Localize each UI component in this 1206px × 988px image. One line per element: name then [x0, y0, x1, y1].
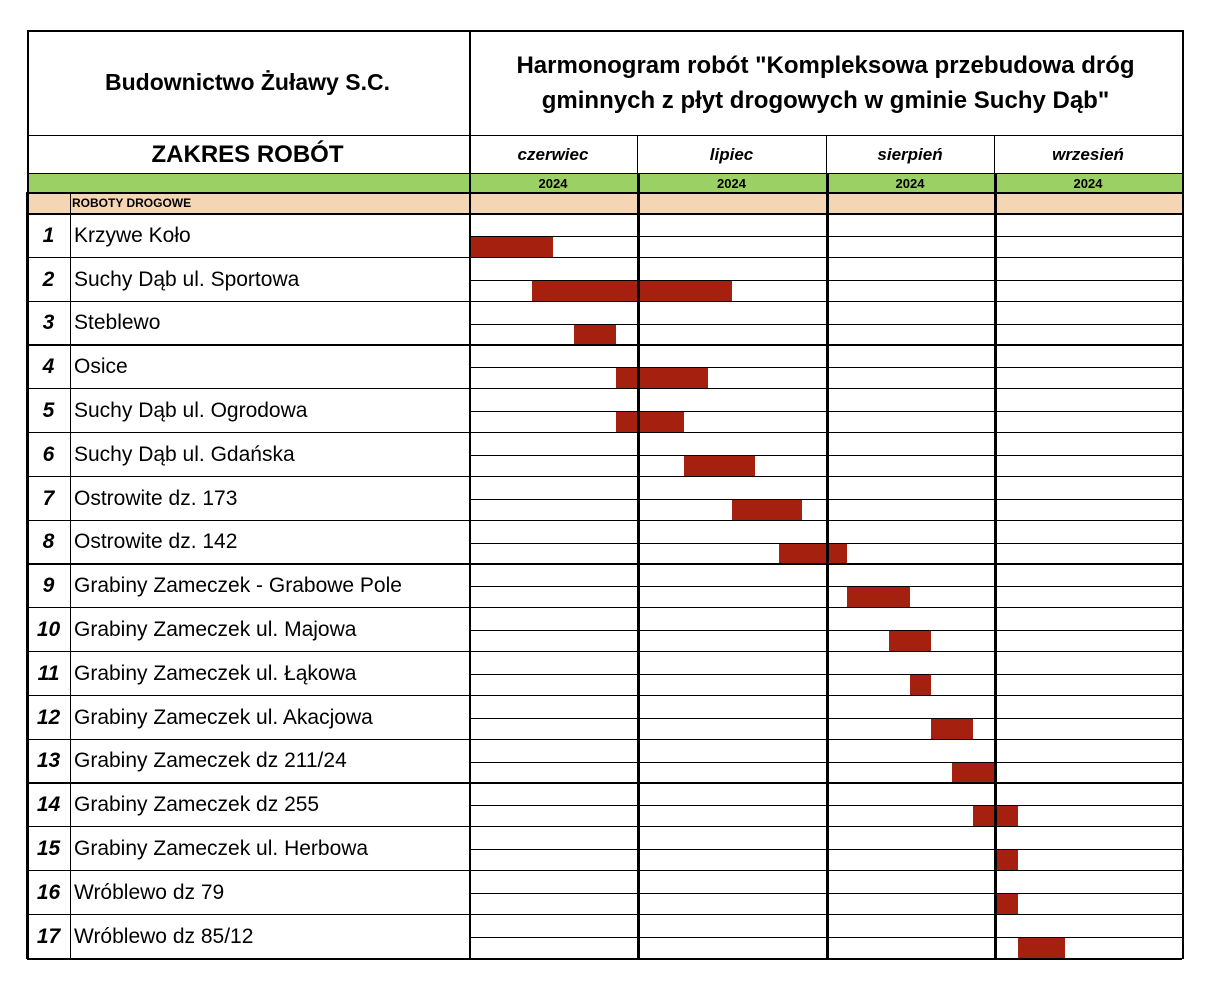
row-number: 6 [42, 442, 55, 466]
row-mid-line [469, 411, 1182, 412]
section-label: ROBOTY DROGOWE [72, 196, 192, 210]
row-name: Osice [74, 355, 128, 379]
year-label-1: 2024 [717, 175, 746, 191]
row-number: 7 [42, 486, 55, 510]
gantt-bar-3 [574, 324, 616, 346]
row-name: Krzywe Koło [74, 223, 191, 247]
row-number: 2 [42, 267, 55, 291]
row-mid-line [469, 543, 1182, 544]
row-number: 3 [42, 311, 55, 335]
row-mid-line [469, 849, 1182, 850]
row-name: Grabiny Zameczek ul. Łąkowa [74, 661, 357, 685]
gantt-bar-16 [994, 893, 1018, 915]
year-label-0: 2024 [538, 175, 568, 191]
row-number: 17 [36, 924, 61, 948]
gantt-bar-4 [616, 367, 708, 389]
row-mid-line [469, 236, 1182, 237]
gantt-bar-5 [616, 411, 684, 433]
row-number: 15 [36, 837, 61, 861]
row-mid-line [469, 455, 1182, 456]
row-number: 10 [36, 618, 61, 642]
row-mid-line [469, 674, 1182, 675]
row-name: Grabiny Zameczek ul. Herbowa [74, 837, 369, 861]
row-name: Ostrowite dz. 142 [74, 530, 238, 554]
row-mid-line [469, 499, 1182, 500]
gantt-bar-6 [684, 455, 755, 477]
row-mid-line [469, 805, 1182, 806]
row-mid-line [469, 762, 1182, 763]
month-sep-thick [994, 173, 997, 959]
row-number: 8 [42, 530, 55, 554]
gantt-bar-17 [1018, 937, 1065, 959]
row-number: 13 [36, 749, 61, 773]
gantt-bar-10 [889, 630, 931, 652]
month-header-1: lipiec [709, 144, 754, 164]
gantt-bar-13 [952, 762, 994, 784]
month-header-2: sierpień [877, 144, 943, 164]
row-name: Wróblewo dz 85/12 [74, 924, 254, 948]
gantt-bar-15 [994, 849, 1018, 871]
row-name: Grabiny Zameczek ul. Akacjowa [74, 705, 373, 729]
gantt-bar-1 [469, 236, 553, 258]
row-name: Grabiny Zameczek dz 255 [74, 793, 320, 817]
row-name: Suchy Dąb ul. Sportowa [74, 267, 300, 291]
month-sep-thick [826, 173, 829, 959]
year-label-2: 2024 [895, 175, 925, 191]
row-name: Steblewo [74, 311, 161, 335]
gantt-bar-9 [847, 586, 910, 608]
scope-heading: ZAKRES ROBÓT [151, 140, 344, 168]
gantt-bar-7 [732, 499, 803, 521]
row-name: Grabiny Zameczek - Grabowe Pole [74, 574, 402, 598]
row-mid-line [469, 718, 1182, 719]
row-mid-line [469, 937, 1182, 938]
row-name: Ostrowite dz. 173 [74, 486, 238, 510]
row-mid-line [469, 367, 1182, 368]
row-name: Grabiny Zameczek ul. Majowa [74, 618, 357, 642]
row-name: Suchy Dąb ul. Ogrodowa [74, 399, 308, 423]
row-number: 5 [42, 399, 55, 423]
row-mid-line [469, 586, 1182, 587]
year-label-3: 2024 [1073, 175, 1103, 191]
gantt-bar-2 [532, 280, 732, 302]
row-mid-line [469, 324, 1182, 325]
name-col-divider [70, 192, 71, 959]
row-number: 4 [42, 355, 55, 379]
row-mid-line [469, 630, 1182, 631]
gantt-bar-11 [910, 674, 931, 696]
month-header-3: wrzesień [1052, 144, 1124, 164]
row-number: 12 [36, 705, 61, 729]
row-number: 9 [42, 574, 55, 598]
company-name: Budownictwo Żuławy S.C. [105, 69, 390, 95]
month-sep-thick [637, 173, 640, 959]
row-name: Suchy Dąb ul. Gdańska [74, 442, 295, 466]
row-number: 14 [36, 793, 61, 817]
row-name: Wróblewo dz 79 [74, 880, 225, 904]
row-number: 16 [36, 880, 61, 904]
frame-right [1182, 30, 1184, 959]
gantt-bar-8 [779, 543, 847, 565]
row-mid-line [469, 280, 1182, 281]
gantt-bar-12 [931, 718, 973, 740]
row-mid-line [469, 893, 1182, 894]
schedule-title: Harmonogram robót "Kompleksowa przebudowa dróg gminnych z płyt drogowych w gminie Suchy Dąb" [516, 51, 1135, 114]
month-header-0: czerwiec [517, 144, 589, 164]
row-number: 1 [42, 223, 55, 247]
row-number: 11 [37, 661, 60, 685]
row-name: Grabiny Zameczek dz 211/24 [74, 749, 347, 773]
